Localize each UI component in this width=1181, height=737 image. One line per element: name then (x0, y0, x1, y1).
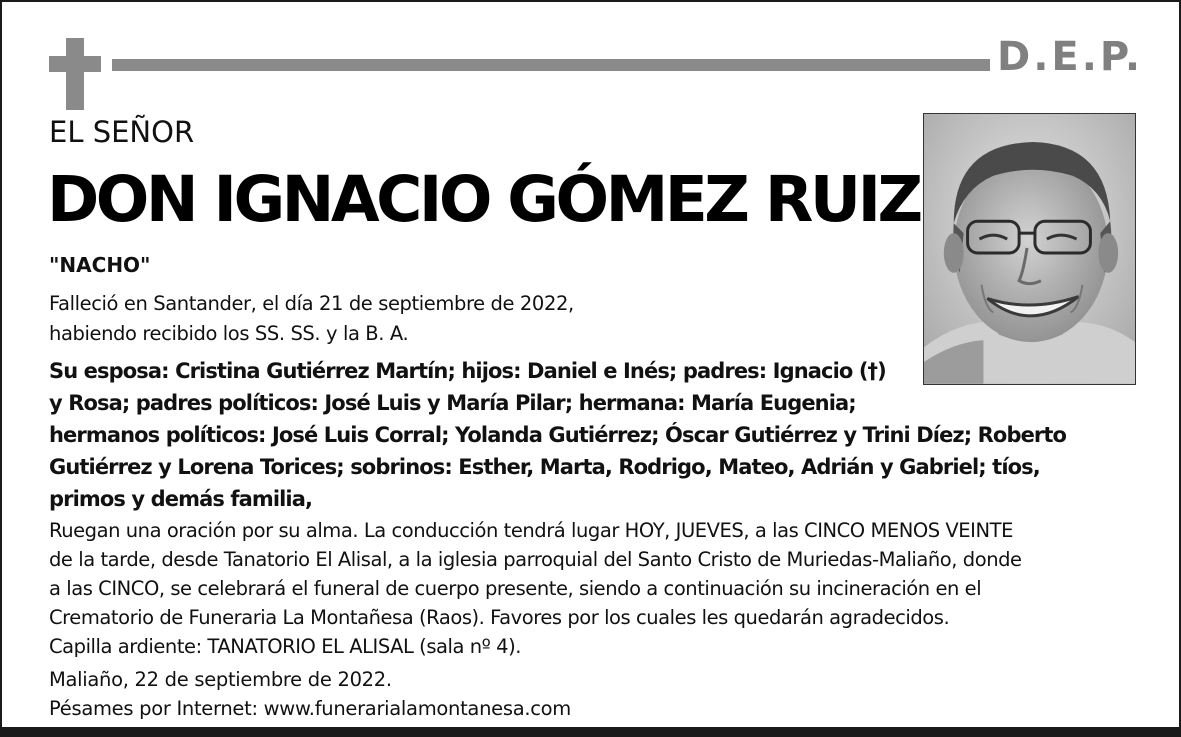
ceremony-line: a las CINCO, se celebrará el funeral de cuerpo presente, siendo a continuación su incineración en el (49, 577, 982, 600)
place-date: Maliaño, 22 de septiembre de 2022. (49, 668, 392, 691)
family-line: hermanos políticos: José Luis Corral; Yolanda Gutiérrez; Óscar Gutiérrez y Trini Díez; Roberto (49, 423, 1067, 447)
ceremony-line: Capilla ardiente: TANATORIO EL ALISAL (sala nº 4). (49, 635, 522, 658)
closing (49, 665, 949, 723)
portrait-photo (923, 113, 1136, 385)
family-line: primos y demás familia, (49, 487, 313, 511)
family-line: y Rosa; padres políticos: José Luis y María Pilar; hermana: María Eugenia; (49, 391, 856, 415)
family-line: Su esposa: Cristina Gutiérrez Martín; hijos: Daniel e Inés; padres: Ignacio (†) (49, 359, 886, 383)
header-rule (112, 59, 990, 71)
family-line: Gutiérrez y Lorena Torices; sobrinos: Esther, Marta, Rodrigo, Mateo, Adrián y Gabriel; tíos, (49, 455, 1040, 479)
title-label: EL SEÑOR (49, 115, 195, 149)
cross-icon (49, 38, 101, 110)
deceased-name: DON IGNACIO GÓMEZ RUIZ (47, 163, 920, 236)
condolences-link: Pésames por Internet: www.funerarialamontanesa.com (49, 697, 571, 720)
death-notice-line: Falleció en Santander, el día 21 de septiembre de 2022, (49, 292, 574, 315)
ceremony-details (49, 516, 1159, 661)
death-notice-line: habiendo recibido los SS. SS. y la B. A. (49, 322, 409, 345)
death-notice (49, 289, 689, 349)
dep-label: D.E.P. (997, 34, 1144, 80)
nickname: "NACHO" (49, 253, 151, 277)
bottom-rule (2, 727, 1179, 735)
ceremony-line: Ruegan una oración por su alma. La conducción tendrá lugar HOY, JUEVES, a las CINCO MENOS VEINTE (49, 519, 1013, 542)
ceremony-line: de la tarde, desde Tanatorio El Alisal, a la iglesia parroquial del Santo Cristo de Muriedas-Maliaño, donde (49, 548, 1022, 571)
ceremony-line: Crematorio de Funeraria La Montañesa (Raos). Favores por los cuales les quedarán agradecidos. (49, 606, 950, 629)
